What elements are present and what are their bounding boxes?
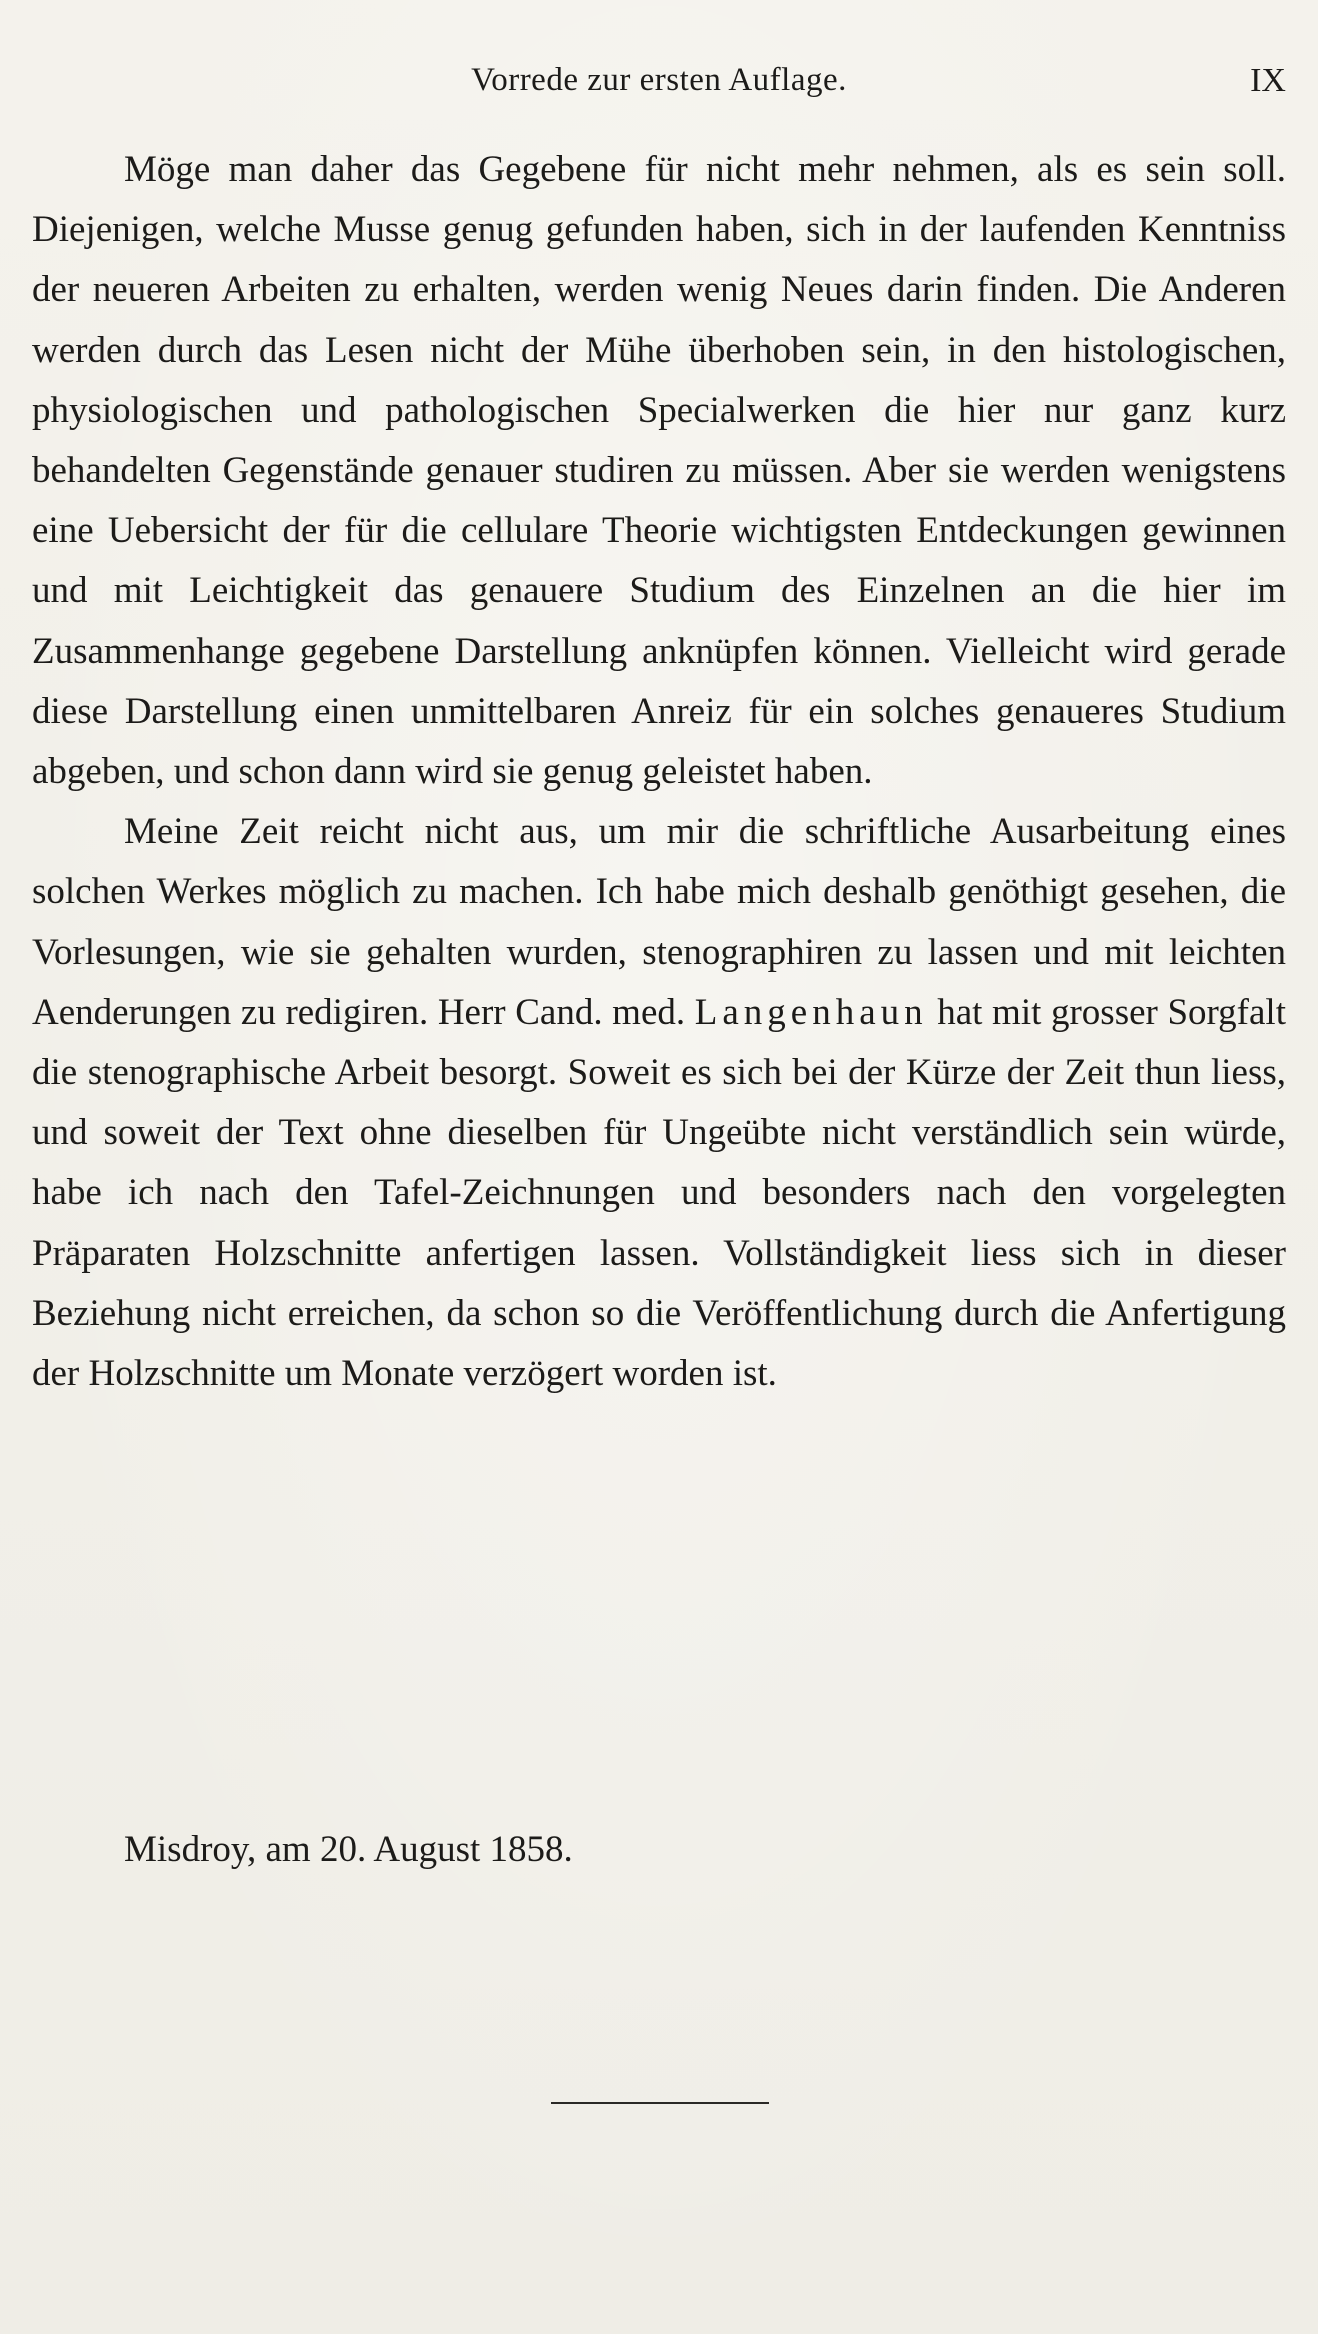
running-title: Vorrede zur ersten Auflage. xyxy=(471,62,847,98)
paragraph-1: Möge man daher das Gegebene für nicht mehr nehmen, als es sein soll. Diejenigen, welche Musse genug gefunden haben, sich in der laufenden Kenntniss der neueren Arbeiten zu erhalten, werden wenig Neues darin finden. Die Anderen werden durch das Lesen nicht der Mühe überhoben sein, in den histologischen, physiologischen und pathologischen Specialwerken die hier nur ganz kurz behandelten Gegenstände genauer studiren zu müssen. Aber sie werden wenigstens eine Uebersicht der für die cellulare Theorie wichtigsten Entdeckungen gewinnen und mit Leichtigkeit das genauere Studium des Einzelnen an die hier im Zusammenhange gegebene Darstellung anknüpfen können. Vielleicht wird gerade diese Darstellung einen unmittelbaren Anreiz für ein solches genaueres Studium abgeben, und schon dann wird sie genug geleistet haben. xyxy=(32,149,1286,793)
paragraph-2-text-before: Meine Zeit reicht nicht aus, um mir die schriftliche Ausarbeitung eines solchen Werkes möglich zu machen. Ich habe mich deshalb genöthigt gesehen, die Vorlesungen, wie sie gehalten wurden, stenographiren zu lassen und mit leichten Aenderungen zu redigiren. Herr Cand. med. xyxy=(32,811,1286,1033)
signature-line: Misdroy, am 20. August 1858. xyxy=(124,1829,573,1870)
closing-rule xyxy=(551,2102,769,2104)
running-head xyxy=(0,62,1318,112)
spaced-name: Langenhaun xyxy=(694,991,928,1033)
page-number: IX xyxy=(1250,62,1286,99)
paragraph-2-text-after: hat mit grosser Sorgfalt die stenographische Arbeit besorgt. Soweit es sich bei der Kürze der Zeit thun liess, und soweit der Text ohne dieselben für Ungeübte nicht verständlich sein würde, habe ich nach den Tafel-Zeichnungen und besonders nach den vorgelegten Präparaten Holzschnitte anfertigen lassen. Vollständigkeit liess sich in dieser Beziehung nicht erreichen, da schon so die Veröffentlichung durch die Anfertigung der Holzschnitte um Monate verzögert worden ist. xyxy=(32,991,1286,1395)
paragraph-2 xyxy=(32,802,1286,1404)
body-text xyxy=(32,140,1286,1404)
